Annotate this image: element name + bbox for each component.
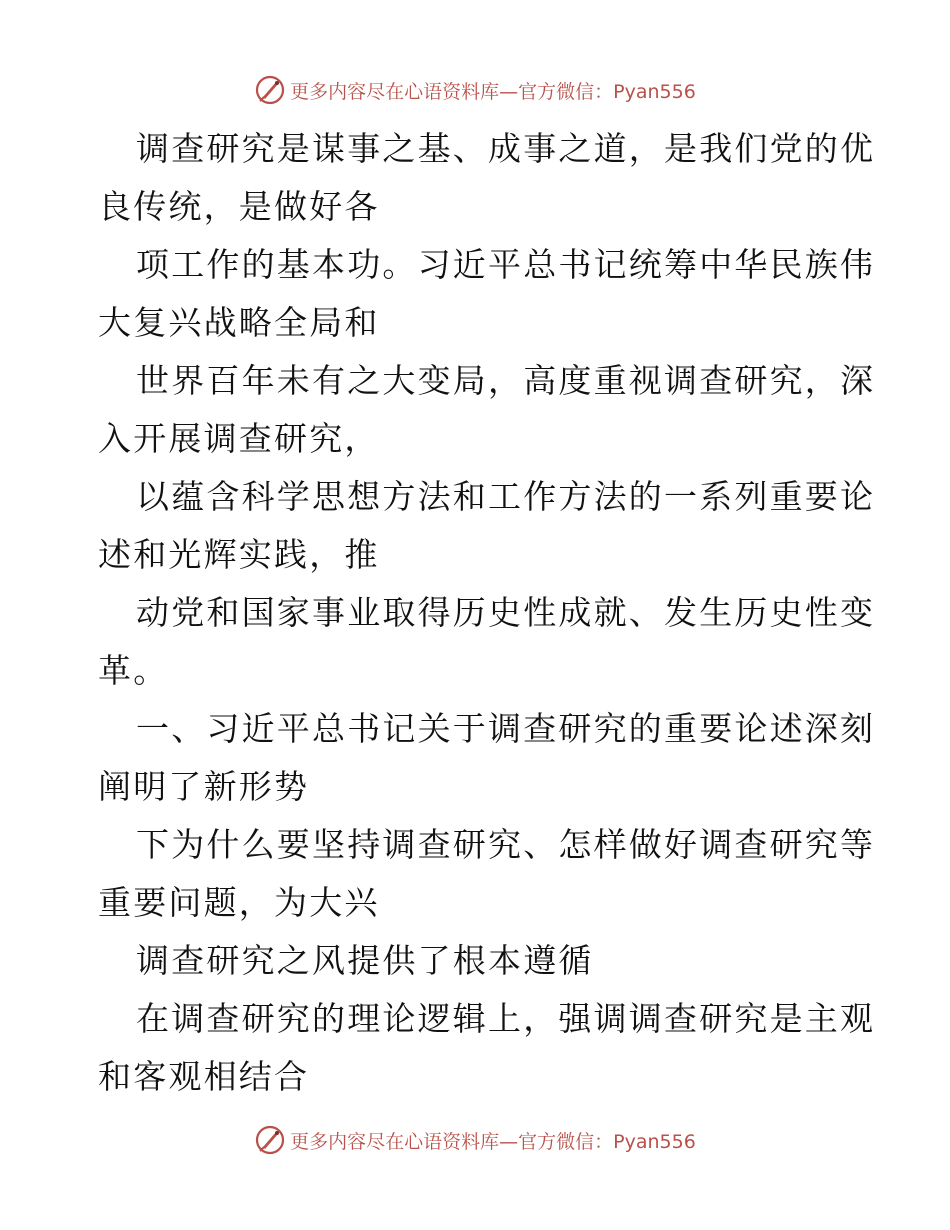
section-heading-line: 重要问题，为大兴	[98, 883, 380, 922]
text-line: 世界百年未有之大变局，高度重视调查研究，深	[136, 361, 876, 400]
text-line: 革。	[98, 651, 169, 690]
text-line: 在调查研究的理论逻辑上，强调调查研究是主观	[136, 999, 876, 1038]
section-heading-line: 阐明了新形势	[98, 767, 310, 806]
section-heading-line: 调查研究之风提供了根本遵循	[136, 941, 594, 980]
quill-pen-circle-icon	[254, 74, 286, 106]
text-line: 动党和国家事业取得历史性成就、发生历史性变	[136, 593, 876, 632]
text-line: 调查研究是谋事之基、成事之道，是我们党的优	[136, 129, 876, 168]
document-body	[98, 120, 876, 1106]
text-line: 大复兴战略全局和	[98, 303, 380, 342]
text-line: 项工作的基本功。习近平总书记统筹中华民族伟	[136, 245, 876, 284]
footer-banner	[0, 1118, 950, 1162]
header-banner	[0, 68, 950, 112]
footer-banner-text: 更多内容尽在心语资料库—官方微信：Pyan556	[290, 1130, 696, 1153]
header-banner-text: 更多内容尽在心语资料库—官方微信：Pyan556	[290, 80, 696, 103]
section-heading-line: 一、习近平总书记关于调查研究的重要论述深刻	[136, 709, 876, 748]
text-line: 以蕴含科学思想方法和工作方法的一系列重要论	[136, 477, 876, 516]
text-line: 述和光辉实践，推	[98, 535, 380, 574]
text-line: 良传统，是做好各	[98, 187, 380, 226]
quill-pen-circle-icon	[254, 1124, 286, 1156]
text-line: 入开展调查研究，	[98, 419, 380, 458]
section-heading-line: 下为什么要坚持调查研究、怎样做好调查研究等	[136, 825, 876, 864]
text-line: 和客观相结合	[98, 1057, 310, 1096]
